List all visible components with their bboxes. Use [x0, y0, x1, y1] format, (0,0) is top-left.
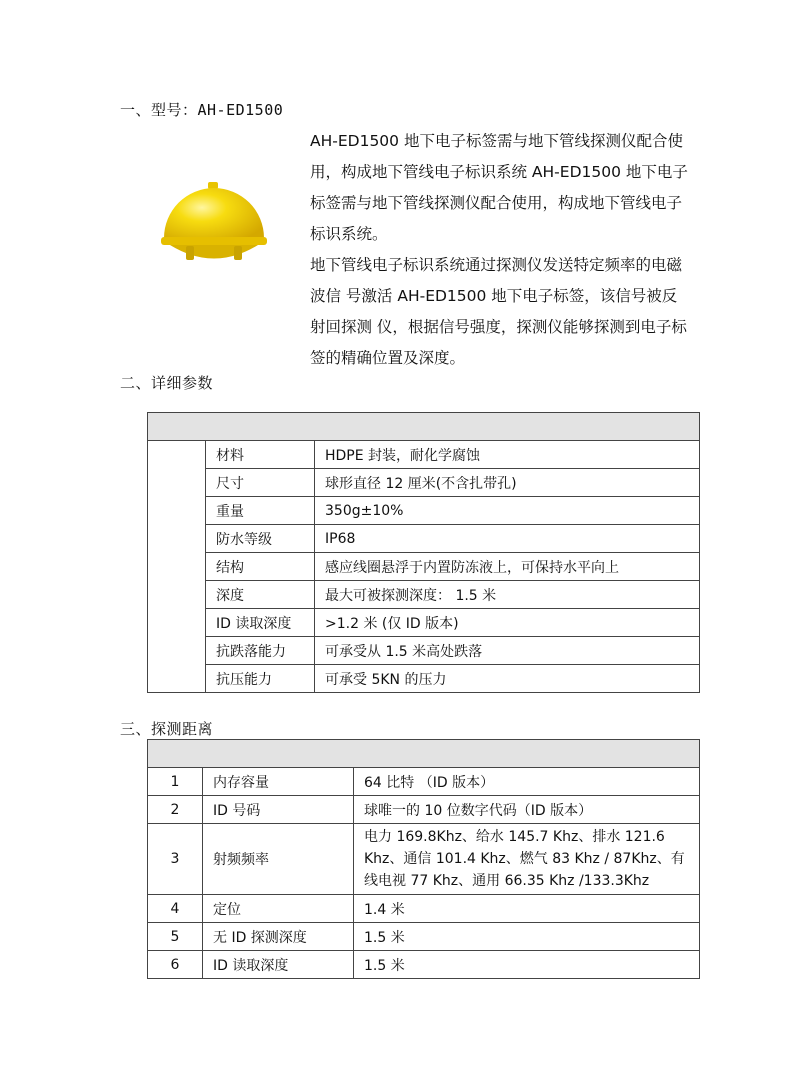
param-value: 可承受 5KN 的压力	[315, 665, 700, 693]
detection-table	[147, 739, 700, 979]
detection-value: 电力 169.8Khz、给水 145.7 Khz、排水 121.6 Khz、通信 101.4 Khz、燃气 83 Khz / 87Khz、有线电视 77 Khz、通用 66.35 Khz /133.3Khz	[354, 824, 700, 895]
row-number: 5	[148, 923, 203, 951]
detection-value: 球唯一的 10 位数字代码（ID 版本）	[354, 796, 700, 824]
table-row	[148, 609, 700, 637]
section-heading-detection: 三、探测距离	[120, 720, 214, 738]
param-label: 材料	[206, 441, 315, 469]
detection-label: 射频频率	[203, 824, 354, 895]
param-value: IP68	[315, 525, 700, 553]
table-row	[148, 923, 700, 951]
params-table-header	[148, 413, 700, 441]
param-label: 重量	[206, 497, 315, 525]
param-label: 深度	[206, 581, 315, 609]
param-value: >1.2 米 (仅 ID 版本)	[315, 609, 700, 637]
table-row	[148, 497, 700, 525]
detection-label: 无 ID 探测深度	[203, 923, 354, 951]
params-side-cell	[148, 441, 206, 693]
table-row	[148, 553, 700, 581]
table-row	[148, 665, 700, 693]
intro-paragraph-1: AH-ED1500 地下电子标签需与地下管线探测仪配合使用，构成地下管线电子标识系统 AH-ED1500 地下电子标签需与地下管线探测仪配合使用，构成地下管线电子标识系统。	[310, 132, 688, 243]
param-value: HDPE 封装，耐化学腐蚀	[315, 441, 700, 469]
detection-value: 64 比特 （ID 版本）	[354, 768, 700, 796]
table-row	[148, 796, 700, 824]
table-row	[148, 469, 700, 497]
param-value: 可承受从 1.5 米高处跌落	[315, 637, 700, 665]
param-label: ID 读取深度	[206, 609, 315, 637]
table-row	[148, 581, 700, 609]
param-label: 抗压能力	[206, 665, 315, 693]
row-number: 3	[148, 824, 203, 895]
yellow-ball-marker-icon	[158, 180, 270, 280]
param-label: 防水等级	[206, 525, 315, 553]
product-description	[310, 126, 690, 374]
table-row	[148, 951, 700, 979]
param-value: 感应线圈悬浮于内置防冻液上，可保持水平向上	[315, 553, 700, 581]
param-value: 最大可被探测深度： 1.5 米	[315, 581, 700, 609]
detection-label: ID 读取深度	[203, 951, 354, 979]
row-number: 4	[148, 895, 203, 923]
param-label: 尺寸	[206, 469, 315, 497]
table-row	[148, 895, 700, 923]
param-value: 球形直径 12 厘米(不含扎带孔)	[315, 469, 700, 497]
table-row	[148, 768, 700, 796]
intro-paragraph-2: 地下管线电子标识系统通过探测仪发送特定频率的电磁波信 号激活 AH-ED1500 地下电子标签，该信号被反射回探测 仪，根据信号强度，探测仪能够探测到电子标签的精确位置及深度。	[310, 256, 687, 367]
row-number: 2	[148, 796, 203, 824]
param-label: 抗跌落能力	[206, 637, 315, 665]
row-number: 6	[148, 951, 203, 979]
params-table	[147, 412, 700, 693]
detection-label: 定位	[203, 895, 354, 923]
detection-label: ID 号码	[203, 796, 354, 824]
section-heading-model: 一、型号：AH-ED1500	[120, 101, 284, 119]
row-number: 1	[148, 768, 203, 796]
detection-value: 1.5 米	[354, 951, 700, 979]
table-row	[148, 824, 700, 895]
detection-table-header	[148, 740, 700, 768]
param-value: 350g±10%	[315, 497, 700, 525]
table-row	[148, 441, 700, 469]
param-label: 结构	[206, 553, 315, 581]
detection-label: 内存容量	[203, 768, 354, 796]
section-heading-params: 二、详细参数	[120, 374, 214, 392]
table-row	[148, 525, 700, 553]
detection-value: 1.5 米	[354, 923, 700, 951]
detection-value: 1.4 米	[354, 895, 700, 923]
table-row	[148, 637, 700, 665]
